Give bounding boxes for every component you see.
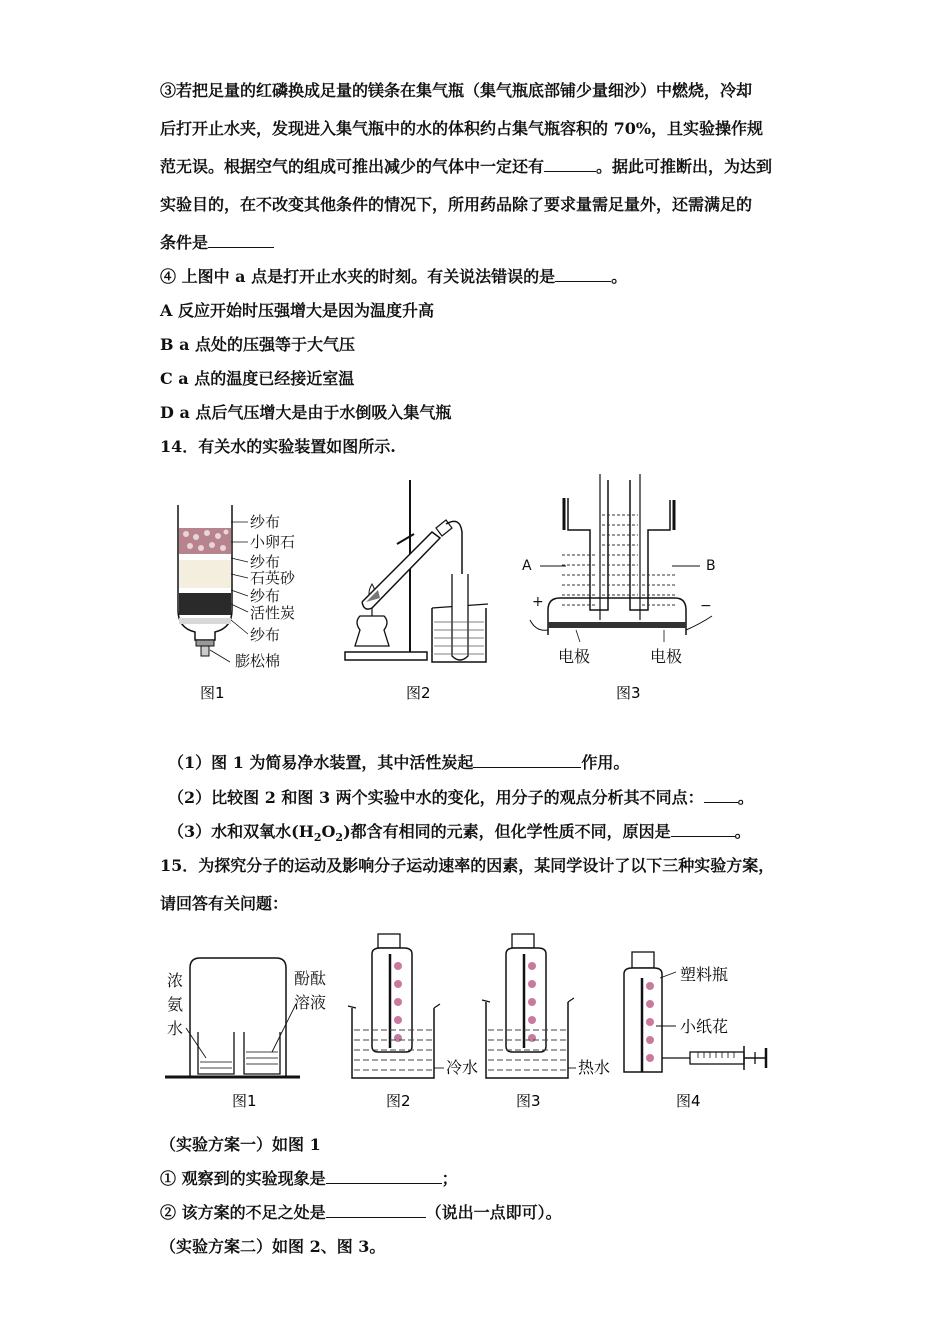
fig3-minus: − (700, 598, 712, 614)
q13-option-b: B a 点处的压强等于大气压 (160, 335, 356, 354)
answer-blank[interactable] (544, 157, 596, 172)
q13-p3-line3-a: 范无误。根据空气的组成可推出减少的气体中一定还有 (160, 157, 545, 176)
q13-p3-line3 (160, 154, 772, 177)
q15-fig1-caption: 图1 (232, 1092, 257, 1110)
q13-p4 (160, 264, 627, 287)
q14-sub3-pre: （3）水和双氧水(H (168, 822, 314, 841)
answer-blank[interactable] (671, 822, 735, 837)
q14-fig2-boiling (345, 480, 488, 702)
purifier-label-3: 纱布 (250, 553, 281, 571)
q15-fig3-hot (482, 934, 610, 1110)
answer-blank[interactable] (326, 1203, 426, 1218)
h2o2-sub2: 2 (335, 831, 344, 845)
answer-blank[interactable] (326, 1169, 442, 1184)
fig3-electrode-left: 电极 (558, 647, 591, 666)
q13-p3-line5 (160, 230, 274, 253)
answer-blank[interactable] (208, 233, 274, 248)
q15-figures (0, 922, 950, 1122)
fig3-label-a: A (522, 558, 532, 574)
fig4-plastic-bottle: 塑料瓶 (680, 965, 729, 984)
q15-fig2-caption: 图2 (386, 1092, 411, 1110)
q13-p4-text: ④ 上图中 a 点是打开止水夹的时刻。有关说法错误的是 (160, 267, 556, 286)
fig3-electrode-right: 电极 (650, 647, 683, 666)
q14-sub3-post: )都含有相同的元素，但化学性质不同，原因是 (343, 822, 671, 841)
q14-fig3-caption: 图3 (616, 684, 641, 702)
q15-plan1-q1 (160, 1166, 458, 1189)
q15-fig1-belljar (165, 958, 326, 1110)
purifier-label-4: 石英砂 (250, 569, 296, 587)
q14-sub1-text: （1）图 1 为简易净水装置，其中活性炭起 (168, 753, 474, 772)
q15-fig4-caption: 图4 (676, 1092, 701, 1110)
fig3-plus: + (532, 594, 544, 610)
purifier-label-2: 小卵石 (250, 533, 296, 551)
fig2-cold-water: 冷水 (446, 1058, 479, 1077)
fig1-ammonia-char3: 水 (167, 1019, 184, 1038)
answer-blank[interactable] (704, 788, 738, 803)
q14-sub2-text: （2）比较图 2 和图 3 两个实验中水的变化，用分子的观点分析其不同点： (168, 788, 704, 807)
q15-plan1-q2-end: （说出一点即可）。 (425, 1203, 562, 1222)
q15-plan1-q1-end: ； (441, 1169, 458, 1188)
q14-fig1-caption: 图1 (200, 684, 225, 702)
purifier-label-1: 纱布 (250, 513, 281, 531)
fig4-paper-flower: 小纸花 (680, 1017, 729, 1036)
q13-option-c: C a 点的温度已经接近室温 (160, 369, 355, 388)
q13-p3-line4: 实验目的，在不改变其他条件的情况下，所用药品除了要求量需足量外，还需满足的 (160, 195, 753, 214)
q14-sub1 (168, 750, 629, 773)
fig1-ammonia-char2: 氨 (167, 995, 184, 1014)
fig3-label-b: B (706, 558, 716, 574)
q14-figures (0, 470, 950, 730)
fig3-hot-water: 热水 (578, 1058, 611, 1077)
q14-fig2-caption: 图2 (406, 684, 431, 702)
h2o2-sub1: 2 (313, 831, 322, 845)
q13-p4-end: 。 (611, 267, 628, 286)
q14-fig3-electrolysis (522, 474, 716, 702)
fig1-ammonia-char1: 浓 (167, 971, 184, 990)
q13-p3-line3-b: 。据此可推断出，为达到 (596, 157, 773, 176)
q13-p3-line5-text: 条件是 (160, 233, 209, 252)
purifier-label-6: 活性炭 (250, 604, 296, 622)
q15-plan1-q2 (160, 1200, 562, 1223)
q15-stem-line2: 请回答有关问题： (160, 894, 289, 913)
purifier-label-5: 纱布 (250, 587, 281, 605)
q14-sub3-end: 。 (734, 822, 751, 841)
q15-fig3-caption: 图3 (516, 1092, 541, 1110)
q15-fig2-cold (348, 934, 478, 1110)
purifier-label-7: 纱布 (250, 626, 281, 644)
answer-blank[interactable] (473, 753, 581, 768)
q15-plan2: （实验方案二）如图 2、图 3。 (160, 1237, 386, 1256)
q15-stem-line1: 15．为探究分子的运动及影响分子运动速率的因素，某同学设计了以下三种实验方案， (160, 856, 775, 875)
q15-plan1-q2-text: ② 该方案的不足之处是 (160, 1203, 326, 1222)
q15-fig4-syringe (624, 952, 766, 1110)
q15-plan1: （实验方案一）如图 1 (160, 1135, 321, 1154)
fig1-solution: 溶液 (294, 993, 327, 1012)
purifier-label-8: 膨松棉 (235, 652, 281, 670)
q15-plan1-q1-text: ① 观察到的实验现象是 (160, 1169, 326, 1188)
q14-sub2 (168, 785, 754, 808)
q13-p3-line2: 后打开止水夹，发现进入集气瓶中的水的体积约占集气瓶容积的 70%，且实验操作规 (160, 119, 764, 138)
q14-sub1-end: 作用。 (581, 753, 630, 772)
q13-option-a: A 反应开始时压强增大是因为温度升高 (160, 301, 434, 320)
answer-blank[interactable] (555, 267, 611, 282)
q14-sub2-end: 。 (737, 788, 754, 807)
q13-option-d: D a 点后气压增大是由于水倒吸入集气瓶 (160, 403, 452, 422)
fig1-phenolphthalein: 酚酞 (294, 969, 327, 988)
q14-fig1-purifier (178, 505, 296, 702)
h2o2-o: O (321, 822, 336, 841)
q14-stem: 14．有关水的实验装置如图所示. (160, 437, 396, 456)
q13-p3-line1: ③若把足量的红磷换成足量的镁条在集气瓶（集气瓶底部铺少量细沙）中燃烧，冷却 (160, 81, 753, 100)
q14-sub3 (168, 819, 751, 844)
